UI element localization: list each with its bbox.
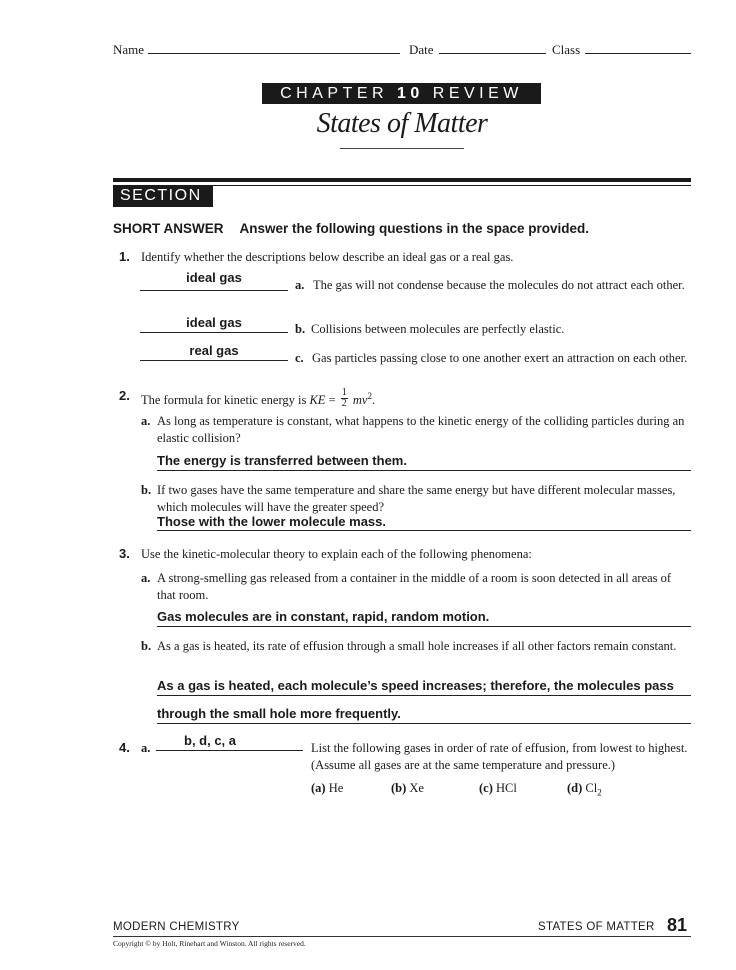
footer-rule <box>113 936 691 937</box>
answer-field[interactable] <box>157 452 691 471</box>
section-number: 1 <box>120 209 131 226</box>
item-letter: b. <box>141 483 152 497</box>
answer-text: Gas molecules are in constant, rapid, random motion. <box>157 609 490 624</box>
date-field[interactable] <box>439 53 546 54</box>
question-prompt: Use the kinetic-molecular theory to explain each of the following phenomena: <box>141 547 532 561</box>
section-rule-thick <box>113 178 691 182</box>
formula-equals: = <box>325 393 339 408</box>
answer-text: ideal gas <box>186 315 242 330</box>
question-number: 3. <box>119 546 130 561</box>
item-letter: b. <box>295 322 306 336</box>
gas-option <box>391 780 424 797</box>
class-label: Class <box>552 42 581 57</box>
answer-text: The energy is transferred between them. <box>157 453 407 468</box>
copyright: Copyright © by Holt, Rinehart and Winston. All rights reserved. <box>113 939 306 948</box>
item-letter: a. <box>141 741 151 755</box>
footer-book-title: MODERN CHEMISTRY <box>113 921 240 933</box>
option-label: (a) <box>311 781 326 795</box>
answer-field[interactable] <box>157 705 691 724</box>
chapter-title: States of Matter <box>316 108 488 139</box>
formula-exponent: 2 <box>367 391 372 401</box>
item-text: Gas particles passing close to one another exert an attraction on each other. <box>312 351 688 365</box>
name-label: Name <box>113 42 145 57</box>
answer-text: b, d, c, a <box>184 733 237 748</box>
answer-field[interactable] <box>157 677 691 696</box>
instructions-heading: SHORT ANSWER <box>113 221 224 236</box>
instructions-text: Answer the following questions in the space provided. <box>239 221 590 236</box>
answer-field[interactable] <box>140 343 288 361</box>
item-letter: a. <box>295 278 305 292</box>
answer-field[interactable] <box>156 734 303 751</box>
kinetic-energy-formula <box>141 388 375 412</box>
option-gas: Cl <box>585 781 598 795</box>
item-text: The gas will not condense because the molecules do not attract each other. <box>313 278 685 292</box>
option-label: (c) <box>479 781 493 795</box>
instructions <box>113 221 589 236</box>
gas-option <box>479 780 517 797</box>
option-gas: HCl <box>496 781 517 795</box>
page-number: 81 <box>667 915 688 935</box>
option-gas: Xe <box>409 781 424 795</box>
question-number: 2. <box>119 388 130 403</box>
option-subscript: 2 <box>597 787 602 798</box>
class-field[interactable] <box>585 53 691 54</box>
item-text: Collisions between molecules are perfectly elastic. <box>311 322 565 336</box>
section-word: SECTION <box>120 187 202 204</box>
item-letter: a. <box>141 571 151 585</box>
option-label: (b) <box>391 781 407 795</box>
item-text: A strong-smelling gas released from a container in the middle of a room is soon detected in all areas of that room. <box>157 571 672 602</box>
question-number: 1. <box>119 249 130 264</box>
formula-end: . <box>371 393 376 408</box>
item-letter: a. <box>141 414 151 428</box>
answer-field[interactable] <box>140 315 288 333</box>
section-label <box>113 185 213 226</box>
answer-text-line-2: through the small hole more frequently. <box>157 706 401 721</box>
item-letter: b. <box>141 639 152 653</box>
question-prompt: Identify whether the descriptions below describe an ideal gas or a real gas. <box>141 250 514 264</box>
title-rule <box>340 148 464 149</box>
chapter-banner-post: REVIEW <box>423 85 523 102</box>
chapter-banner <box>262 83 541 104</box>
item-text: As a gas is heated, its rate of effusion through a small hole increases if all other factors remain constant. <box>157 639 677 653</box>
answer-text: real gas <box>189 343 239 358</box>
answer-field[interactable] <box>157 513 691 531</box>
item-text: As long as temperature is constant, what happens to the kinetic energy of the colliding particles during an elastic collision? <box>157 414 685 445</box>
formula-mv: mv <box>352 393 368 408</box>
date-label: Date <box>409 42 434 57</box>
name-field[interactable] <box>148 53 400 54</box>
answer-text: Those with the lower molecule mass. <box>157 514 387 529</box>
fraction-denominator: 2 <box>341 397 347 409</box>
footer-chapter-title: STATES OF MATTER <box>538 921 655 933</box>
answer-text-line-1: As a gas is heated, each molecule’s speed increases; therefore, the molecules pass <box>157 678 674 693</box>
question-number: 4. <box>119 740 130 755</box>
item-text: If two gases have the same temperature and share the same energy but have different molecular masses, which molecules will have the greater speed? <box>157 483 676 514</box>
answer-field[interactable] <box>157 608 691 627</box>
gas-option <box>567 780 602 802</box>
chapter-number: 10 <box>397 85 424 102</box>
formula-prompt: The formula for kinetic energy is <box>141 393 310 408</box>
chapter-banner-pre: CHAPTER <box>280 85 398 102</box>
gas-option <box>311 780 343 797</box>
item-text: List the following gases in order of rate of effusion, from lowest to highest. (Assume all gases are at the same temperature and pressure.) <box>311 741 688 772</box>
formula-fraction <box>341 388 348 409</box>
item-letter: c. <box>295 351 304 365</box>
option-gas: He <box>328 781 344 795</box>
answer-text: ideal gas <box>186 270 242 285</box>
fraction-numerator: 1 <box>341 386 347 398</box>
answer-field[interactable] <box>140 270 288 291</box>
formula-ke: KE <box>309 393 326 408</box>
option-label: (d) <box>567 781 583 795</box>
